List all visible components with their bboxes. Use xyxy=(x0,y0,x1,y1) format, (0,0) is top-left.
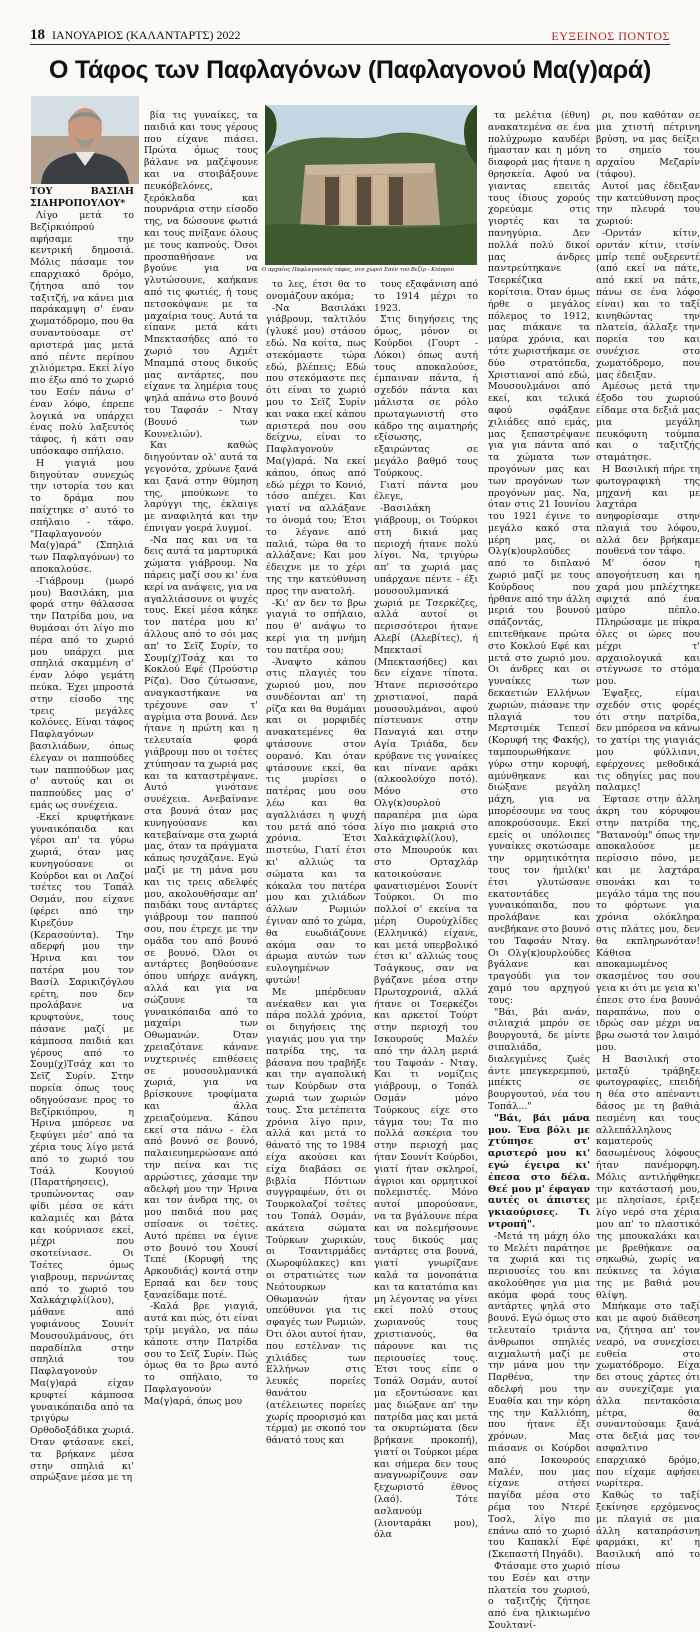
paragraph: Η γιαγιά μου διηγούταν συνεχώς την ιστορία του και το δράμα που παίχτηκε σ' αυτό το σπήλαιο - τάφο. "Παφλαγονούν Μα(γ)αρά" (Σπηλιά των Παφλαγόνων) το αποκαλούσε. xyxy=(30,457,134,575)
tomb-photo xyxy=(265,105,477,265)
paragraph: Και καθώς διηγούνταν ολ' αυτά τα γεγονότα, χρύωνε ξανά και ξανά στην θύμηση της, μπούκωνε το λαρύγγι της, έκλαιγε με αναφιλητά και την έπνιγαν γοερά λυγμοί. xyxy=(144,440,258,534)
paragraph: ρι, που καθόταν σε μια χτιστή πέτρινη βρύση, να μας δείξει το σημείο του αρχαίου Μεζαρίν (τάφου). xyxy=(596,110,700,180)
paragraph: Έφτασε στην άλλη άκρη του κόρυφου στην πατρίδα της, "Βατανούμ" όπως την αποκαλούσε με περίσσιο πόνο, με και με λαχτάρα σπονάκι και το μεγάλο τάμα της που το φόρτωνε για χρόνια ολόκληρα στις πλάτες μου, δεν θα εκπληρωνόταν! Κάθισα αποκαμωμένος σκασμένος του σου γεια κι ότι με γεια κι' έπεσε στο ένα βουνό παραπάνω, που ο ιδρώς σαν μέχρι να βρω σωστά τον λαιμό μου. xyxy=(596,794,700,1053)
header-rule xyxy=(30,44,670,45)
paragraph: -Άναψτο κάπου στις πλαγιές του χωριού μου, που συνδέονται απ' τη ρίζα και θα θυμάμαι και οι μορφιδές ανακατεμένες θα φτάσουνε στον ουρανό. Και όταν φτάσουνε εκεί, θα τις μυρίσει ο πατέρας μου σου λέω και θα αγαλλιάσει η ψυχή του μετά από τόσα χρόνια. Έτσι πιστεύω, Γιατί έτσι κι' αλλιώς τα σώματα και τα κόκαλα του πατέρα μου και χιλιάδων άλλων Ρωμιών έγιναν από το χώμα, θα ευωδιάζουνε ακόμα σαν το άρωμα αυτών των ευλογημένων φυτών! xyxy=(266,656,366,987)
paragraph: -Μετά τη μάχη όλο το Μελέτι παράτησε τα χωριά και τις περιουσίες του και ακολούθησε για μια ακόμα φορά τους αντάρτες ψηλά στο βουνό. Εγώ όμως στο τελευταίο τριάντα άνθρωποι σπηλιές αιχμαλωτή μαζί με την μάνα μου την Παρθένα, την αδελφή μου την Ευαθία και την κόρη της την Καλλιόπη, που ήτανε έξι χρόνων. Μας πιάσανε οι Κούρδοι από Ισκουρούς Μαλέν, που μας είχανε στήσει παγίδα μέσα στο ρέμα του Ντερέ Τοσλ, λίγο πιο επάνω από το χωριό του Καπακλί Εφέ (Σκεπαστή Πηγάδι). xyxy=(488,1230,590,1561)
paragraph: -Εκεί κρυφτήκανε γυναικόπαιδα και γέροι απ' τα γύρω χωριά, όταν μας κυνηγούσανε οι Κούρδοι και οι Λαζοί τσέτες του Τοπάλ Οσμάν, που είχανε (φέρει από την Κιρεζόυν (Κερασούντα). Την αδερφή μου την Ήρινα και τον πατέρα μου τον Βασίλ Σαρικιζόγλου ερέτη, που δεν προλάβανε να κρυφτούνε, τους πάσανε μαζί με κάμποσα παιδιά και γέρους από το Σουμ(χ)Τσάχ και το Σεϊζ Συρίν. Στην πορεία όπως τους οδηγούσανε προς το Βεζίρκιόπρου, η Ήρινα μπόρεσε να ξεφύγει μέσ' από τα χέρια τους λίγο μετά από το χωριό του Τσάλ Κουγιού (Παρατήρησεις), τρυπώνοντας σαν φίδι μέσα σε κάτι καλαμιές και βάτα και κούρνιασε εκεί, μέχρι που σκοτείνιασε. Οι Τσέτες όμως γιαβρουμ, περνώντας από το χωριό του Χαλκάχιφλί(λου), μάθανε από γυφιάνους Σουνίτ Μουσουλμάνους, ότι παραδίπλα στην σπηλιά του Παφλαγονούν Μα(γ)αρά είχαν κρυφτεί κάμποσα γυναικόπαιδα από τα τριγύρω Ορθοδοξάδικα χωριά. Όταν φτάσανε εκεί, τα βρήκανε μέσα στην σπηλιά κι' σπρώξανε μέσα με τη xyxy=(30,811,134,1484)
photo-caption: Ο αρχαίος Παφλαγονικός τάφος, στο χωριό Εσέν του Βεζίρ - Κιόπρού xyxy=(262,267,454,273)
paragraph: -Καλά βρε γιαγιά, αυτά και πώς, ότι είναι τρίμ μεγάλο, να πάω κάποτε στην Πατρίδα σου το Σεϊζ Συρίν. Πώς όμως θα το βρω αυτό το σπήλαιο, το Παφλαγονούν Μα(γ)αρά, όπως μου xyxy=(144,1301,258,1407)
paragraph: -Κι' αν δεν το βρω γιαγιά το σπήλαιο, που θ' ανάψω το κερί για τη μνήμη του πατέρα σου; xyxy=(266,597,366,656)
paragraph: βία τις γυναίκες, τα παιδιά και τους γέρους που είχανε πιάσει. Πρώτα όμως τους βάλανε να μαζέψουνε και να στοιβάξουνε πευκόβελόνες, ξερόκλαδα και πουρνάρια στην είσοδο της, να δώσουνε φωτιά και τους πνίξανε όλους με τους καπνούς. Όσοι προσπαθήσανε να βγούνε για να γλυτώσουνε, καήκανε από τις φωτιές, ή τους πετσοκόψανε με τα μαχαίρια τους. Αυτά τα είπανε μετά κάτι Μπεκτασήδες από το χωριό του Αχμέτ Μπαμπά στους δικούς μας αντάρτες, που είχανε τα λημέρια τους ψηλά απάνω στο βουνό του Ταφσάν - Νταγ (Βουνό των Κουνελιών). xyxy=(144,110,258,440)
paragraph: Έψαξες, είμαι σχεδόν στις φορές ότι στην πατρίδα, δεν μπόρεσα να κάνω το χατίρι της γιαγιάς μου φύλλιανι, εφέρχονες μεθοδικά τις οδηγίες μας που παλαμες! xyxy=(596,688,700,794)
header-left xyxy=(30,27,240,44)
text-column-4 xyxy=(374,279,478,1541)
text-column-2 xyxy=(144,110,258,1407)
text-column-6 xyxy=(596,110,700,1573)
paragraph: -Ορντάν κίτιν, ορντάν κίτιν, ιτσίν μπίρ τεπέ ουξερεντέ (από εκεί να πάτε, από εκεί να πάτε, πάνω σε ένα λόφο είναι) και το ταξί κινηθώντας την πλατεία, άλλαξε την πορεία του και συνέχισε στο χωματόδρομο, που μας έδειξαν. xyxy=(596,227,700,381)
author-byline: ΤΟΥ ΒΑΣΙΛΗ ΣΙΔΗΡΟΠΟΥΛΟΥ* xyxy=(30,186,134,210)
song-quote: "Βάι, βάι ανάν, σιλιαχιά μπρόν σε βουργουτά, δε μίντε σιπαλιάδα, διαλεγμένες ζωές άντε μπεγκερεμπού, μπέκτς σε βουργουτού, νέα του Τοπάλ..." xyxy=(488,1006,590,1112)
newspaper-name: ΕΥΞΕΙΝΟΣ ΠΟΝΤΟΣ xyxy=(551,29,670,43)
text-column-5 xyxy=(488,110,590,1631)
paragraph: Γιατί πάντα μου έλεγε, xyxy=(374,479,478,503)
paragraph: Η Βασιλική πήρε τη φωτογραφική της μηχανή και με λαχτάρα ανηφορίσαμε στην πλαγιά του λόφου, αλλά δεν βρήκαμε πουθενά τον τάφο. xyxy=(596,463,700,558)
paragraph: Καθώς το ταξί ξεκίνησε ερχόμενος με πλαγιά σε μια άλλη καταπράσινη φαρμάκι, κι' η Βασιλική από το πίσω xyxy=(596,1490,700,1573)
paragraph: -Βασιλάκη γιάβρουμ, οι Τούρκοι στη δικιά μας περιοχή ήτανε πολύ λίγοι. Να, τριγύρω απ' τα χωριά μας υπάρχανε πέντε - έξι μουσουλμανικά χωριά με Τσερκέζες, αλλά αυτοί οι περισσότεροι ήτανε Αλεβί (Αλεβίτες), ή Μπεκτασί (Μπεκτασήδες) και δεν είχανε τίποτα. Ήτανε περισσότερο χριστιανοί, παρά μουσουλμάνοι, αφού πίστευανε στην Παναγιά και στην Αγία Τριάδα, δεν κρύβανε τις γυναίκες και πίνανε αράκι (αλκοολούχο ποτό). Μόνο στο Ολγ(κ)ουρλού παραπέρα μια ώρα λίγο πιο μακριά στο Χαλκάχιφλί(λου), στο Μπουρούκ και στο Ορταχλάρ κατοικούσανε φανατισμένοι Σουνίτ Τούρκοι. Οι πιο πολλοί σ' εκείνα τα μέρη Ουρούχλίδες (Ελληνικά) είχανε, και μετά υπερβολικό έτσι κι' αλλιώς τους Τσάγκους, σαν να βγάζανε μέσα στην Πρωτοχρονιά, αλλά ήτανε οι Τσερκέζοι και αρκετοί Τούρτ στην περιοχή του Ισκουρούς Μαλέν από την άλλη μεριά του Ταφσάν - Νταγ. Και τι νομίζεις γιάβρουμ, ο Τοπάλ Οσμάν μόνο Τούρκους είχε στο τάγμα του; Τα πιο πολλά ασκέρια του στην περιοχή μας ήταν Σουνίτ Κούρδοι, γιατί ήταν σκληροί, άγριοι και ορμητικοί πολεμιστές. Μόνο αυτοί μπορούσανε, να τα βγάλουνε πέρα και να πολεμήσουνε τους δικούς μας αντάρτες στα βουνά, γιατί γνωρίζανε καλά τα μονοπάτια και τα κατατόπια και μη λέγοντας να γίνει εκεί πολύ στους χωριανούς τους χριστιανούς, θα πάρουνε και τις περιουσίες τους. Έτσι τους είπε ο Τοπάλ Οσμάν, αυτοί μα εξοντώσανε και μας διώξανε απ' την πατρίδα μας και μετά τα σκυρτώματα (δεν βρήκανε προκοπή), γιατί οι Τούρκοι μέρα και σήμερα δεν τους αναγνωρίζουνε σαν ξεχωριστό έθνος (λαό). Τότε ασλανούμ (λιονταράκι μου), όλα xyxy=(374,503,478,1541)
paragraph: -Να πας και να τα δεις αυτά τα μαρτυρικά χώματα γιάβρουμ. Να πάρεις μαζί σου κι' ένα κερί να ανάψεις, για να αγαλλιάσουνε οι ψυχές τους. Εκεί μέσα κάηκε τον πατέρα μου κι' άλλους από το σόι μας απ' το Σεϊζ Συρίν, το Σουμ(χ)Τσάχ και το Κοκλού Εφέ (Προύστιρ Ρίζα). Όσο ζύτωσανε, αναγκαστήκανε να τρέχουνε σαν τ' αγρίμια στα βουνά. Δεν ήτανε η πρώτη και η τελευταία φορά γιάβρουμ που οι τσέτες χτύπησαν τα χωριά μας και τα καταστρέψανε. Αυτό γινότανε συνέχεια. Ανεβαίνανε στα βουνά όταν μας κυνηγούσανε και κατεβαίναμε στα χωριά μας, όταν τα πράγματα κάπως ησυχάζανε. Εγώ μαζί με τη μάνα μου και τις τρεις αδελφές μου, ακολουθήσαμε απ' παιδάκι τους αντάρτες γιάβρουμ τον παππού σου, που έτρεχε με την ομάδα του από βουνό σε βουνό. Όλοι οι αντάρτες βοηθούσανε όπου υπήρχε ανάγκη, αλλά και για να σώζουνε τα γυναικόπαιδα από το μαχαίρι των Οθωμανών. Όταν χρειαζότανε κάνανε νυχτερινές επιθέσεις σε μουσουλμανικά χωριά, για να βρίσκουνε τροφίματα και άλλα χρειαζούμενα. Κάπου εκεί στα πάνω - έλα από βουνό σε βουνό, παλαιευημερώσανε από την πείνα και τις αρρώστιες, χάσαμε την αδελφή μου την Ήρινα και τον άνδρα της, οι μου παιδιά που μας σπίσανε οι τσέτες. Αυτό πρέπει να έγινε στο βουνό του Χουσί Τεπέ (Κορυφή της Αρκουδιάς) κοντά στην Ερπαά και δεν τους ξαναείδαμε ποτέ. xyxy=(144,534,258,1301)
paragraph: το λες, έτσι θα το ονομάζουν ακόμα; xyxy=(266,279,366,302)
paragraph: Αμέσως μετά την έξοδο του χωριού είδαμε στα δεξιά μας μια μεγάλη πευκόφυτη τούμπα και ο ταξιτζής σταμάτησε. xyxy=(596,381,700,464)
paragraph: Η Βασιλική στο μεταξύ τράβηξε φωτογραφίες, επειδή η θέα στο απέναντι δάσος με τη βαθιά πεσμένη και τους αλλεπάλληλους καματερούς δασωμένους λόφους ήταν πανέμορφη. Μόλις αντιλήφθηκε την κατάστασή μου, με πλησίασε, έριξε λίγο νερό στα χέρια μου απ' το πλαστικό της μπουκαλάκι και με βρεθήκανε σα σηκωθώ, χωρίς να πεύκινες τα λόγια της με βαθιά μου θλίψη. xyxy=(596,1053,700,1301)
paragraph: Στις διηγήσεις της όμως, μόνον οι Κούρδοι (Γουρτ - Λόκοι) όπως αυτή τους αποκαλούσε, έμπαιναν πάντα, ή σχεδόν πάντα και μάλιστα σε ρόλο πρωταγωνιστή στο κάδρο της αιματηρής εξίσωσης, εξαιρώντας σε μεγάλο βαθμό τους Τούρκους. xyxy=(374,314,478,479)
paragraph: Με μπέρδευαν ανέκαθεν και για πάρα πολλά χρόνια, οι διηγήσεις της γιαγιάς μου για την πατρίδα της, τα βάσανα που τραβήξε και την αγαπολική των Κούρδων στα χωριά των χωριών τους. Στα μετέπειτα χρόνια λίγο πριν, αλλά και μετά το θάνατό της το 1984 είχα ακούσει και είχα διαβάσει σε βιβλία Πόντιων συγγραφέων, ότι οι Τουρκολαζοί τσέτες του Τοπάλ Οσμάν, ακάτεια σώματα Τούρκων χωρικών, οι Τσαντιρμάδες (Χωροφύλακες) και οι στρατιώτες των Νεότουρκων Οθωμανών ήταν υπεύθυνοι για τις σφαγές των Ρωμιών. Ότι όλοι αυτοί ήταν, που εστέλναν τις χιλιάδες των Ελλήνων στις λευκές πορείες θανάτου (ατέλειωτες πορείες χωρίς προορισμό και τέρμα) με σκοπό τον θάνατό τους και xyxy=(266,986,366,1447)
page-header xyxy=(30,27,670,44)
paragraph: Λίγο μετά το Βεζίρκιόπρού αφήσαμε την κεντρική δημοσιά. Μόλις πάσαμε τον επαρχιακό δρόμο, ζήτησα από τον ταξιτζή, να κάνει μια παράκαμψη σ' έναν χωματόδρομο, που θα συναντούσαμε στ' αριστερά μας μετά από πέντε περίπου χιλιόμετρα. Εκεί λίγο πιο έξω από το χωριό του Εσέν πάνω σ' έναν λόφο, έπρεπε λογικά να υπάρχει ένας πολύ λαξευτός τάφος, ή κάτι σαν υπόσκαφο σπήλαιο. xyxy=(30,210,134,457)
issue-date: ΙΑΝΟΥΑΡΙΟΣ (ΚΑΛΑΝΤΑΡΤΣ) 2022 xyxy=(52,28,241,42)
page-number: 18 xyxy=(30,27,45,43)
paragraph: -Να Βασιλάκι γιάβρουμ, ταλτιλόυ (γλυκέ μου) στάσου εδώ. Να κοίτα, πως στεκόμαστε τώρα εδώ, βλέπεις; Εδώ που στεκόμαστε πες ότι είναι το χωριό μου το Σεϊζ Συρίν και νακα εκεί κάπου αριστερά που σου δείχνω, είναι το Παφλαγονούν Μα(γ)αρά. Να εκεί κάπου, όπως από εδώ μέχρι το Κονιό, τόσο απέχει. Και γιατί να αλλάξανε το όνομά του; Έτσι το λέγανε από παλιά, τώρα θα το αλλάξανε; Και μου έδειχνε με το χέρι της την κατεύθυνση προς την ανατολή. xyxy=(266,302,366,597)
article-headline: Ο Τάφος των Παφλαγόνων (Παφλαγονού Μα(γ)αρά) xyxy=(49,56,651,84)
text-column-1 xyxy=(30,186,134,1484)
paragraph: τα μελέτια (έθνη) ανακατεμένα σε ένα πολύχρωμο καυδέρι ήμασταν και η μόνη διαφορά μας ήτανε η θρησκεία. Αφού να γιαντας επειτάς τους ίδιους χορούς χορεύαμε στις γιορτές και τα πανηγύρια. Δεν πολλά πολύ δικοί μας άνδρες παντρεύτηκανε Τσερκέζικα κορίτσια. Όταν όμως ήρθε ο μεγάλος πόλεμος το 1912, μας πιάκανε τα μαύρα χρόνια, και τότε χωριστήκαμε σε δύο στρατόπεδα, Χριστιανοί από εδώ, Μουσουλμάνοι από εκεί, και τελικά αφού σφάξανε χιλιάδες από εμάς, μας ξεπαστρέψανε για για πάντα από τα χώματα των προγόνων μας και των προγόνων των προγόνων μας. Να, όταν στις 21 Ιουνίου του 1921 έγινε το μεγάλο κακό στα μέρη μας, οι Ολγ(κ)ουρλούδες από το διπλανό χωριό μαζί με τους Κούρδους που ήρθανε από την άλλη μεριά του βουνού σπάζοντάς, επιτεθήκανε πρώτα στο Κοκλού Εφέ και μετά στο χωριό μου. Οι άνδρες και οι γυναίκες των δεκαετιών Ελλήνων χωριών, πιάσανε την πλαγιά του Μερτσιμέκ Τεπεσί (Κορυφή της Φακής), ταμπουρωθήκανε γύρω στην κορυφή, αμύνθηκανε και διώξανε μεγάλη μάχη, για να μπορέσουμε να τους αποκρούσουμε. Εκεί εμείς οι υπόλοιπες γυναίκες σκοτώσαμε την ορμητικότητα τους τον ήμιλ(κι' έτσι γλυτώσανε εκατοντάδες γυναικόπαιδα, που προλάβανε και ανεβήκανε στο βουνό του Ταφσάν Νταγ. Οι Ολγ(κ)ουρλούδες βγάλανε και τραγούδι για τον χαμό του αρχηγού τους: xyxy=(488,110,590,1006)
paragraph: Αυτοί μας έδειξαν την κατεύθυνση προς την πλευρά του χωριού: xyxy=(596,180,700,228)
paragraph: τους εξαφάνιση από το 1914 μέχρι το 1923. xyxy=(374,279,478,314)
paragraph: -Γιάβρουμ (μωρό μου) Βασιλάκη, μια φορά στην θάλασσα την Πατρίδα μου, να θυμάσαι ότι λίγο πιο πέρα από το χωριό μου υπάρχει μια σπηλιά σκαμμένη σ' έναν λόφο γεμάτη πεύκα. Έχει μπροστά στην είσοδο της τρεις μεγάλες κολόνες. Είναι τάφος Παφλαγόνων βασιλιάδων, όπως έλεγαν οι παππούδες των παππούδων μας σ' αυτούς και οι παππούδες μας σ' εμάς ως συνέχεια. xyxy=(30,575,134,811)
author-photo xyxy=(31,96,139,184)
text-column-3 xyxy=(266,279,366,1447)
paragraph: Μπήκαμε στο ταξί και με αφού διάθεση να, ζήτησα απ' τον νεαρό, να συνεχίσει ευθεία στο χωματόδρομο. Είχα δει στους χάρτες ότι αν συνεχίζαμε για άλλα πεντακόσια μέτρα, θα συναντούσαμε ξανά στα δεξιά μας τον ασφαλτινο επαρχιακό δρόμο, που είχαμε αφήσει νωρίτερα. xyxy=(596,1301,700,1490)
paragraph: Φτάσαμε στο χωριό του Εσέν και στην πλατεία του χωριού, ο ταξιτζής ζήτησε από ένα ηλικιωμένο Σουλτανί- xyxy=(488,1561,590,1631)
paragraph: Μ' όσον η απογοήτευση και η χαρά μου μπλέχτηκε σφιχτά από ένα μαύρο πέπλο. Πληρώσαμε με πίκρα όλες οι ώρες που μέχρι τ' αρχαιολογικά και στέγνωσε το στόμα μου. xyxy=(596,558,700,688)
song-translation: "Βάι, βάι μάνα μου. Ένα βόλι με χτύπησε στ' αριστερό μου κι' εγώ έγειρα κι' έπεσα στο δέλα. Θεέ μου μ' έφαγαν αυτές οι άπιστες γκιαούρισες. Τι ντροπή". xyxy=(488,1112,590,1230)
